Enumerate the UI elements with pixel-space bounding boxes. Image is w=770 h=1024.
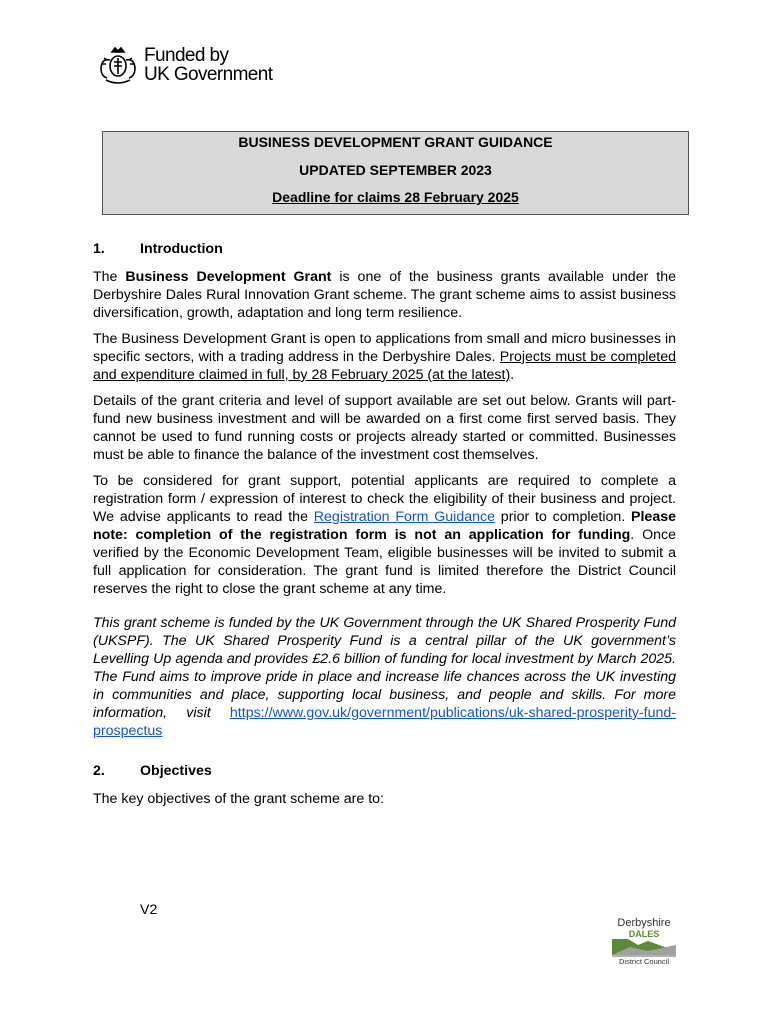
logo-text-dales: DALES — [628, 929, 660, 939]
bold-notice: Please note: completion of the registration form is not an application for funding — [93, 509, 676, 543]
registration-form-guidance-link[interactable]: Registration Form Guidance — [313, 509, 495, 525]
funded-by-uk-government-logo — [98, 44, 272, 86]
section-number: 1. — [93, 241, 105, 257]
bold-text: Business Development Grant — [125, 269, 332, 285]
section-title: Introduction — [140, 241, 223, 257]
ukspf-paragraph — [93, 614, 676, 740]
intro-paragraph-2 — [93, 330, 676, 384]
title-box — [102, 131, 689, 215]
claims-deadline: Deadline for claims 28 February 2025 — [272, 189, 519, 205]
intro-paragraph-1 — [93, 268, 676, 322]
section-1-heading — [93, 240, 676, 258]
document-updated: UPDATED SEPTEMBER 2023 — [299, 162, 492, 178]
royal-coat-of-arms-icon — [98, 44, 138, 86]
deadline-underlined-text: Projects must be completed and expenditure claimed in full, by 28 February 2025 (at the latest) — [93, 349, 676, 383]
document-title: BUSINESS DEVELOPMENT GRANT GUIDANCE — [238, 134, 553, 150]
ukspf-prospectus-link[interactable]: https://www.gov.uk/government/publications/uk-shared-prosperity-fund-prospectus — [93, 705, 676, 739]
logo-line-uk-government: UK Government — [144, 64, 273, 85]
objectives-intro: The key objectives of the grant scheme are to: — [93, 791, 384, 807]
text-run: The Business Development Grant is open to applications from small and micro businesses in specific sectors, with a trading address in the Derbyshire Dales. — [93, 331, 676, 365]
intro-paragraph-4 — [93, 472, 676, 598]
text-run: To be considered for grant support, potential applicants are required to complete a registration form / expression of interest to check the eligibility of their business and project. We advise applicants to read the — [93, 473, 676, 525]
text-run: . — [510, 367, 515, 383]
logo-line-funded-by: Funded by — [144, 45, 229, 66]
logo-text-derbyshire: Derbyshire — [617, 917, 671, 929]
section-title: Objectives — [140, 763, 212, 779]
version-label: V2 — [140, 902, 158, 918]
text-run: is one of the business grants available under the Derbyshire Dales Rural Innovation Grant scheme. The grant scheme aims to assist business diversification, growth, adaptation and long term resilience. — [93, 269, 676, 321]
text-run: The — [93, 269, 126, 285]
derbyshire-dales-logo — [608, 915, 680, 965]
section-2-heading — [93, 762, 676, 780]
logo-text-district-council: District Council — [618, 957, 670, 965]
text-run: . Once verified by the Economic Development Team, eligible businesses will be invited to submit a full application for consideration. The grant fund is limited therefore the District Council reserves the right to close the grant scheme at any time. — [93, 527, 677, 597]
text-run: This grant scheme is funded by the UK Government through the UK Shared Prosperity Fund (UKSPF). The UK Shared Prosperity Fund is a central pillar of the UK government’s Levelling Up agenda and provides £2.6 billion of funding for local investment by March 2025. The Fund aims to improve pride in place and increase life chances across the UK investing in communities and place, supporting local business, and people and skills. For more information, visit — [93, 615, 676, 721]
section-number: 2. — [93, 763, 105, 779]
intro-paragraph-3: Details of the grant criteria and level of support available are set out below. Grants will part-fund new business investment and will be awarded on a first come first served basis. They cannot be used to fund running costs or projects already started or committed. Businesses must be able to finance the balance of the investment cost themselves. — [93, 393, 676, 463]
text-run: prior to completion. — [494, 509, 632, 525]
document-body — [93, 240, 676, 808]
